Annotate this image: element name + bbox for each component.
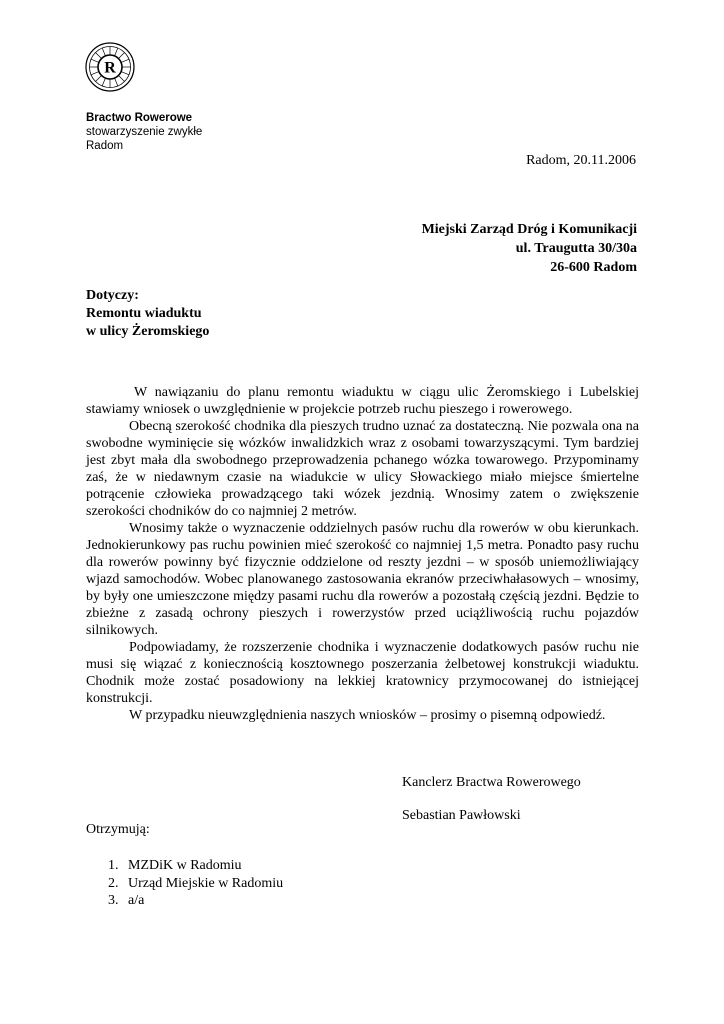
recipient-name: Miejski Zarząd Dróg i Komunikacji — [421, 222, 637, 237]
svg-text:R: R — [104, 59, 116, 77]
cc-list — [86, 857, 283, 910]
cc-item — [86, 892, 283, 910]
cc-item-text: Urząd Miejskie w Radomiu — [128, 875, 284, 891]
sender-city: Radom — [86, 140, 124, 152]
body-paragraph: W nawiązaniu do planu remontu wiaduktu w ciągu ulic Żeromskiego i Lubelskiej stawiamy wniosek o uwzględnienie w projekcie potrzeb ruchu pieszego i rowerowego. — [86, 385, 639, 417]
body-paragraph: W przypadku nieuwzględnienia naszych wniosków – prosimy o pisemną odpowiedź. — [129, 708, 606, 723]
subject-line: Remontu wiaduktu — [86, 306, 202, 321]
subject-line: w ulicy Żeromskiego — [86, 324, 210, 339]
cc-item-number: 2. — [108, 875, 119, 891]
recipient-street: ul. Traugutta 30/30a — [515, 241, 637, 256]
cc-item-number: 1. — [108, 858, 119, 873]
sender-type: stowarzyszenie zwykłe — [86, 126, 203, 138]
recipient-postal-city: 26-600 Radom — [550, 260, 637, 275]
cc-item-text: a/a — [128, 893, 145, 908]
body-paragraph: Wnosimy także o wyznaczenie oddzielnych pasów ruchu dla rowerów w obu kierunkach. Jednokierunkowy pas ruchu powinien mieć szerokość co najmniej 1,5 metra. Ponadto pasy ruchu dla rowerów powinny być fizycznie oddzielone od reszty jezdni – w sposób uniemożliwiający wjazd samochodów. Wobec planowanego zastosowania ekranów przeciwhałasowych – wnosimy, by były one umieszczone między pasami ruchu dla rowerów a pozostałą częścią jezdni. Będzie to zbieżne z zasadą ochrony pieszych i rowerzystów przed uciążliwością ruchu pojazdów silnikowych. — [86, 521, 639, 638]
cc-item-text: MZDiK w Radomiu — [128, 858, 242, 873]
cc-item — [86, 857, 283, 875]
date-line: Radom, 20.11.2006 — [526, 153, 636, 168]
body-paragraph: Obecną szerokość chodnika dla pieszych trudno uznać za dostateczną. Nie pozwala ona na swobodne wyminięcie się wózków inwalidzkich wraz z osobami towarzyszącymi. Tym bardziej jest zbyt mała dla swobodnego przeprowadzenia pchanego wózka towarowego. Przypominamy zaś, że w niedawnym czasie na wiadukcie w ulicy Słowackiego miało miejsce śmiertelne potrącenie człowieka prowadzącego taki wózek jezdnią. Wnosimy zatem o zwiększenie szerokości chodników do co najmniej 2 metrów. — [86, 419, 639, 519]
subject-label: Dotyczy: — [86, 288, 139, 303]
signature-name: Sebastian Pawłowski — [402, 808, 521, 823]
letter-body — [86, 384, 639, 724]
sender-name: Bractwo Rowerowe — [86, 112, 193, 124]
signature-title: Kanclerz Bractwa Rowerowego — [402, 775, 581, 790]
cc-item-number: 3. — [108, 893, 119, 908]
bractwo-rowerowe-logo — [85, 42, 135, 92]
cc-label: Otrzymują: — [86, 822, 150, 837]
body-paragraph: Podpowiadamy, że rozszerzenie chodnika i wyznaczenie dodatkowych pasów ruchu nie musi się wiązać z koniecznością kosztownego poszerzania żelbetowej konstrukcji wiaduktu. Chodnik może zostać posadowiony na lekkiej kratownicy przymocowanej do istniejącej konstrukcji. — [86, 640, 639, 706]
cc-item — [86, 875, 283, 893]
